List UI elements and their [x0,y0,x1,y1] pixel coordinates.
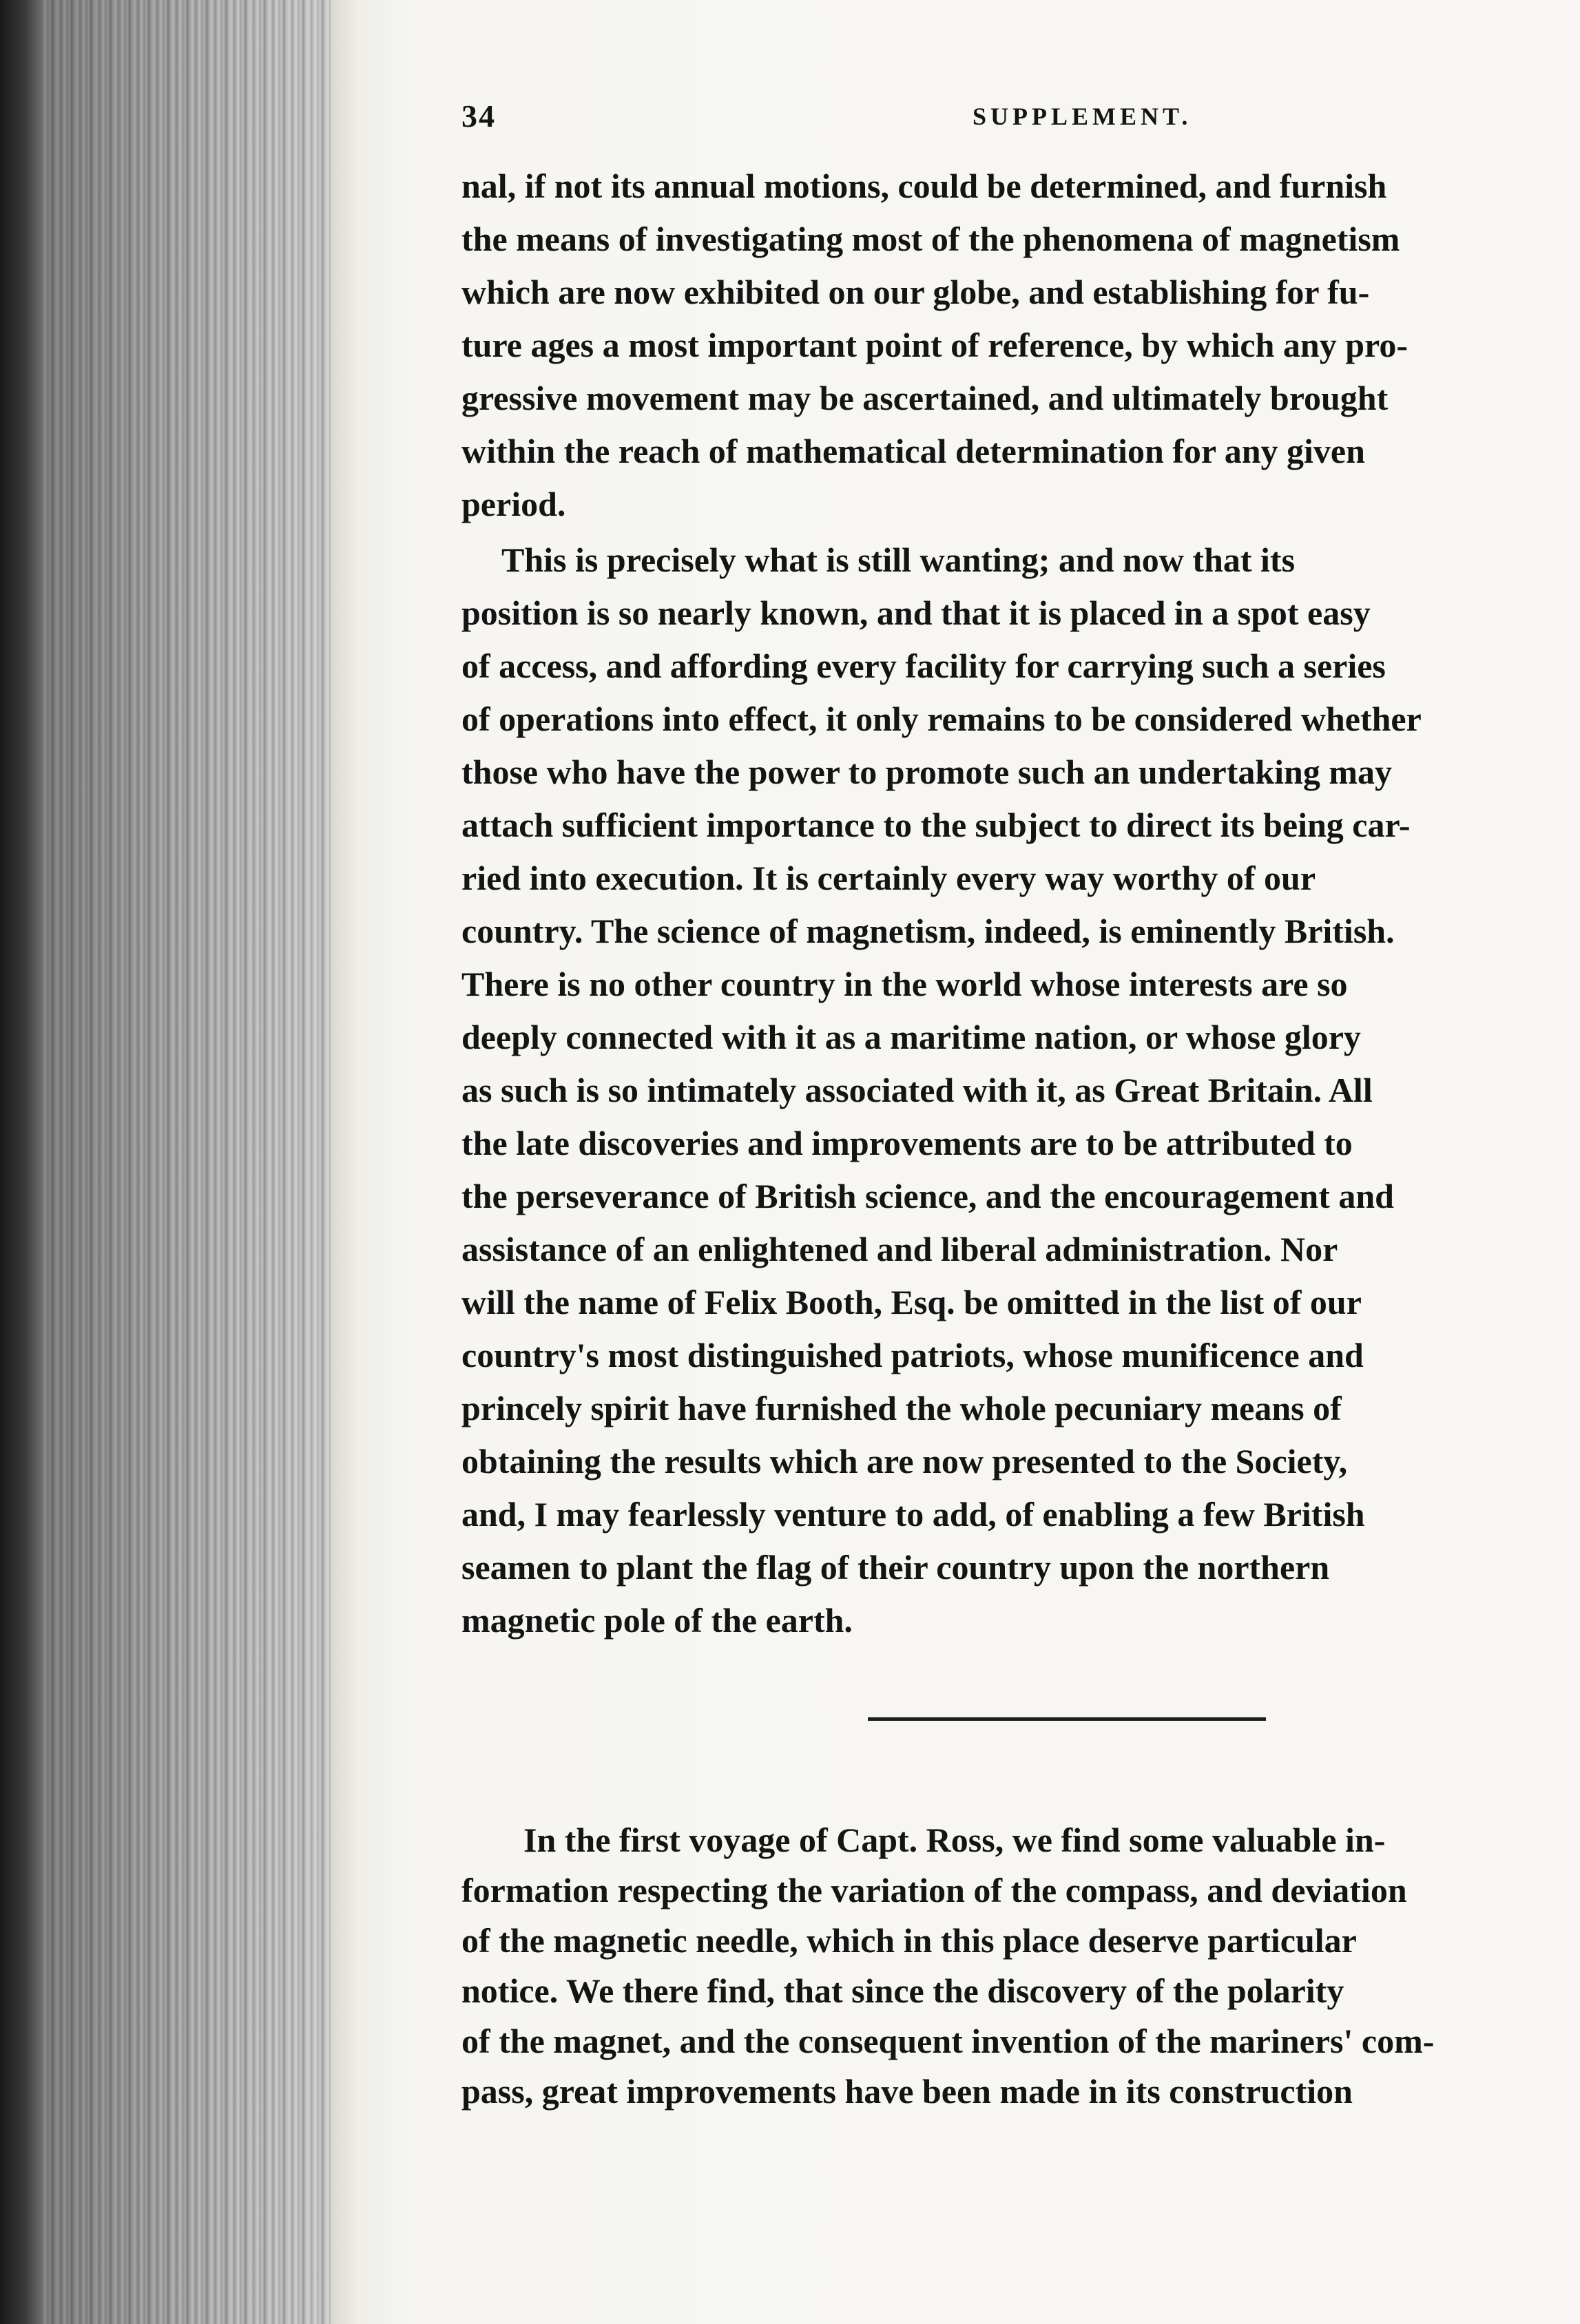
text-line: of the magnet, and the consequent invention of the mariners' com- [461,2022,1435,2060]
running-title: SUPPLEMENT. [973,103,1192,130]
text-line: position is so nearly known, and that it is placed in a spot easy [461,594,1371,632]
book-fore-edge-shade [41,0,331,2324]
text-line: ture ages a most important point of reference, by which any pro- [461,326,1408,364]
paragraph-continuation [461,160,1580,531]
text-line: within the reach of mathematical determination for any given [461,432,1365,470]
text-line: deeply connected with it as a maritime nation, or whose glory [461,1018,1361,1056]
text-line: There is no other country in the world whose interests are so [461,965,1348,1003]
text-line: of access, and affording every facility for carrying such a series [461,647,1386,685]
text-line: This is precisely what is still wanting; and now that its [501,541,1296,579]
text-line: the means of investigating most of the phenomena of magnetism [461,220,1400,258]
paragraph-magnetism [461,534,1580,1647]
text-line: and, I may fearlessly venture to add, of enabling a few British [461,1495,1365,1533]
text-line: of the magnetic needle, which in this place deserve particular [461,1921,1357,1960]
text-line: country's most distinguished patriots, whose munificence and [461,1336,1364,1374]
text-line: pass, great improvements have been made in its construction [461,2072,1353,2111]
text-line: nal, if not its annual motions, could be determined, and furnish [461,167,1387,205]
text-line: seamen to plant the flag of their country upon the northern [461,1548,1330,1587]
text-line: period. [461,485,566,523]
main-text-block [461,160,1580,1647]
text-line: obtaining the results which are now presented to the Society, [461,1442,1348,1480]
section-divider-rule [868,1717,1266,1721]
paragraph-capt-ross [461,1815,1580,2117]
text-line: the perseverance of British science, and the encouragement and [461,1177,1394,1215]
second-text-block [461,1815,1580,2117]
text-line: gressive movement may be ascertained, and ultimately brought [461,379,1389,417]
text-line: of operations into effect, it only remains to be considered whether [461,700,1422,738]
text-line: will the name of Felix Booth, Esq. be omitted in the list of our [461,1283,1362,1321]
text-line: those who have the power to promote such an undertaking may [461,753,1393,791]
text-line: magnetic pole of the earth. [461,1601,853,1640]
text-line: assistance of an enlightened and liberal administration. Nor [461,1230,1338,1268]
scan-backdrop [0,0,41,2324]
page-number: 34 [461,98,496,134]
text-line: as such is so intimately associated with it, as Great Britain. All [461,1071,1373,1109]
text-line: attach sufficient importance to the subject to direct its being car- [461,806,1411,844]
text-line: princely spirit have furnished the whole pecuniary means of [461,1389,1342,1427]
text-line: the late discoveries and improvements are to be attributed to [461,1124,1353,1162]
text-line: formation respecting the variation of the compass, and deviation [461,1871,1407,1909]
text-line: notice. We there find, that since the discovery of the polarity [461,1971,1344,2010]
text-line: In the first voyage of Capt. Ross, we find some valuable in- [523,1821,1386,1859]
book-page [331,0,1580,2324]
running-head [461,98,1552,139]
text-line: country. The science of magnetism, indeed, is eminently British. [461,912,1395,950]
text-line: ried into execution. It is certainly every way worthy of our [461,859,1316,897]
text-line: which are now exhibited on our globe, and establishing for fu- [461,273,1370,311]
